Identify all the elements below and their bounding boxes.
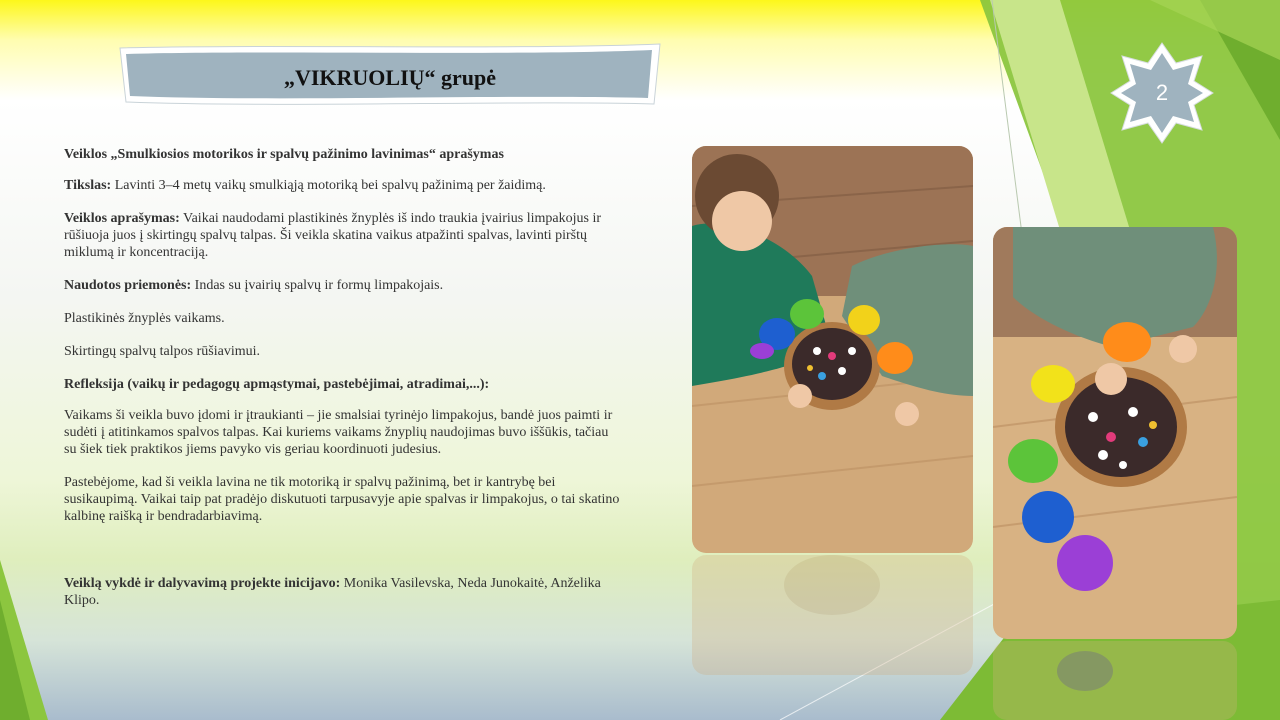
- goal-text: Lavinti 3–4 metų vaikų smulkiąją motoriką bei spalvų pažinimą per žaidimą.: [111, 178, 546, 193]
- description-paragraph: [64, 210, 620, 261]
- materials-item-tongs: Plastikinės žnyplės vaikams.: [64, 311, 225, 326]
- slide-title: „VIKRUOLIŲ“ grupė: [283, 65, 497, 90]
- description-label: Veiklos aprašymas:: [64, 211, 180, 226]
- activity-heading: Veiklos „Smulkiosios motorikos ir spalvų pažinimo lavinimas“ aprašymas: [64, 147, 504, 162]
- page-number: 2: [1155, 80, 1169, 105]
- materials-item-containers: Skirtingų spalvų talpos rūšiavimui.: [64, 344, 260, 359]
- materials-paragraph: [64, 277, 620, 294]
- goal-label: Tikslas:: [64, 178, 112, 193]
- materials-text: Indas su įvairių spalvų ir formų limpakojais.: [191, 278, 444, 293]
- reflection-heading: Refleksija (vaikų ir pedagogų apmąstymai, pastebėjimai, atradimai,...):: [64, 377, 490, 392]
- photo-1-reflection: [692, 555, 973, 675]
- materials-label: Naudotos priemonės:: [64, 278, 192, 293]
- reflection-paragraph-1: Vaikams ši veikla buvo įdomi ir įtraukianti – jie smalsiai tyrinėjo limpakojus, bandė juos paimti ir sudėti į atitinkamos spalvos talpas. Kai kuriems vaikams žnyplių naudojimas buvo iššūkis, tačiau su šiek tiek praktikos jiems pavyko vis geriau koordinuoti judesius.: [64, 408, 613, 457]
- activity-photo-2: [993, 227, 1237, 639]
- activity-photo-1: [692, 146, 973, 553]
- authors-text: Monika Vasilevska, Neda Junokaitė, Anželika Klipo.: [64, 576, 601, 608]
- description-text: Vaikai naudodami plastikinės žnyplės iš indo traukia įvairius limpakojus ir rūšiuoja juos į skirtingų spalvų talpas. Ši veikla skatina vaikus atpažinti spalvas, lavinti pirštų miklumą ir koncentraciją.: [64, 211, 602, 260]
- photo-2-reflection: [993, 641, 1237, 720]
- activity-description: [64, 146, 620, 625]
- reflection-paragraph-2: Pastebėjome, kad ši veikla lavina ne tik motoriką ir spalvų pažinimą, bet ir kantrybę bei susikaupimą. Vaikai taip pat pradėjo diskutuoti tarpusavyje apie spalvas ir limpakojus, o tai skatino kalbinę raišką ir bendradarbiavimą.: [64, 475, 620, 524]
- authors-label: Veiklą vykdė ir dalyvavimą projekte inicijavo:: [64, 576, 341, 591]
- goal-paragraph: [64, 177, 620, 194]
- authors-paragraph: [64, 575, 620, 609]
